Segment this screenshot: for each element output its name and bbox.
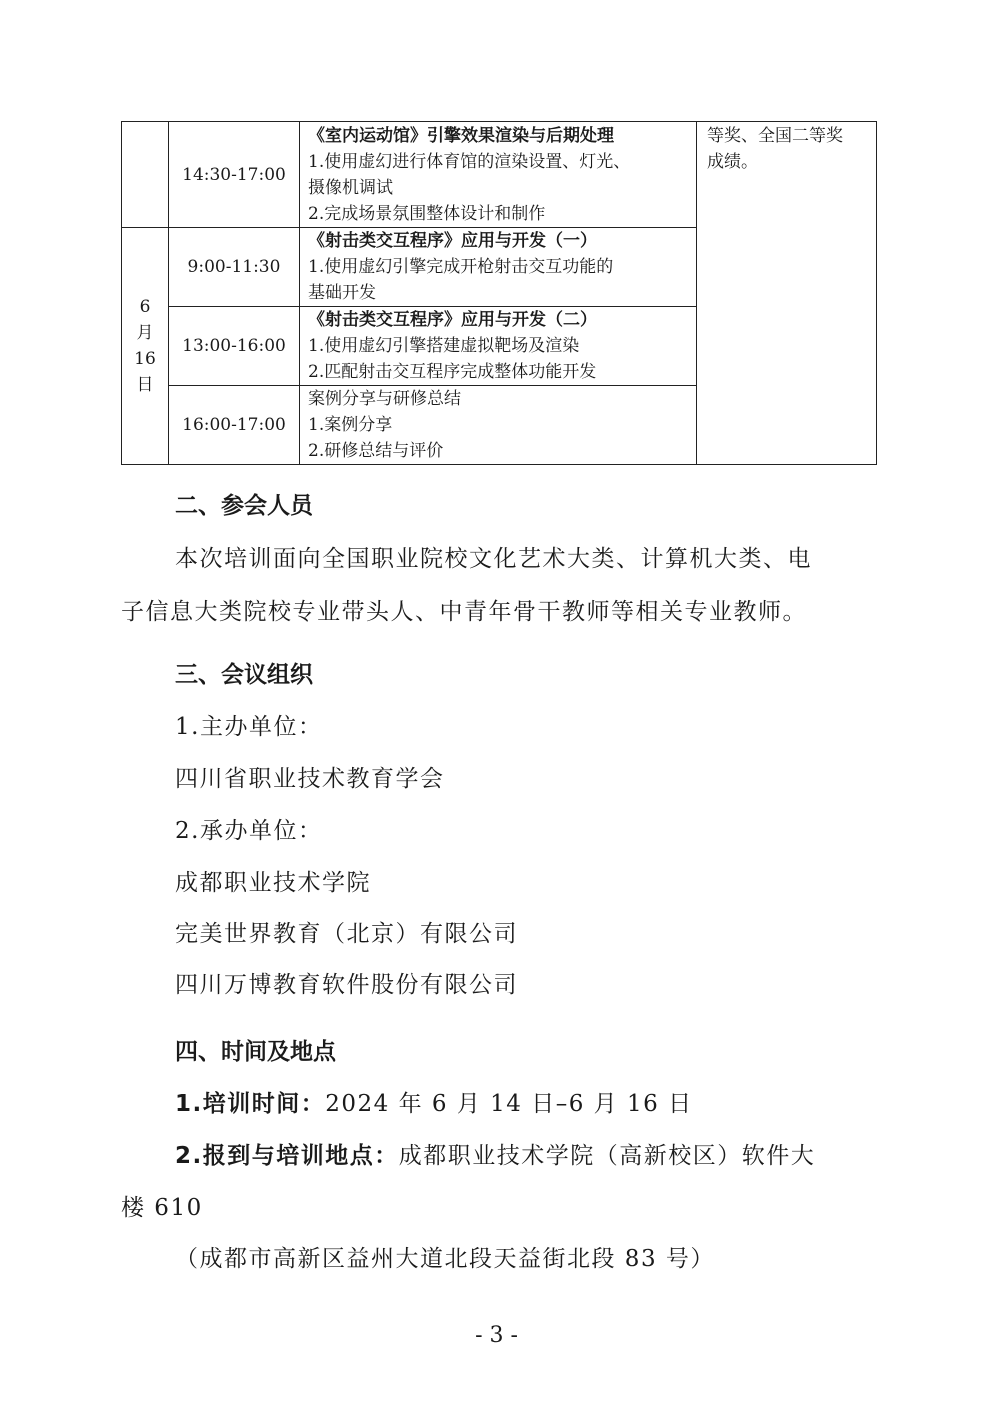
session-line: 2.完成场景氛围整体设计和制作: [308, 203, 546, 224]
time-cell: 16:00-17:00: [169, 386, 300, 465]
organizer-name: 成都职业技术学院: [175, 870, 371, 896]
session-title: 案例分享与研修总结: [308, 389, 461, 409]
session-line: 摄像机调试: [308, 177, 393, 198]
time-cell: 13:00-16:00: [169, 307, 300, 386]
organizer-name: 四川万博教育软件股份有限公司: [175, 972, 518, 998]
session-line: 基础开发: [308, 283, 376, 303]
page-number: - 3 -: [475, 1323, 518, 1348]
date-cell-empty: [122, 122, 169, 228]
note-line: 等奖、全国二等奖: [707, 126, 843, 146]
host-name: 四川省职业技术教育学会: [175, 766, 445, 792]
training-place: [175, 1137, 815, 1170]
training-place-continued: 楼 610: [121, 1195, 203, 1221]
content-cell: [300, 228, 697, 307]
training-time-value: 2024 年 6 月 14 日–6 月 16 日: [325, 1091, 693, 1117]
date-part: 6: [139, 297, 151, 317]
session-line: 2.研修总结与评价: [308, 441, 444, 461]
time-cell: 9:00-11:30: [169, 228, 300, 307]
training-place-value: 成都职业技术学院（高新校区）软件大: [398, 1143, 816, 1169]
host-label: 1.主办单位：: [175, 714, 323, 740]
section-heading-attendees: 二、参会人员: [175, 493, 313, 519]
organizer-label: 2.承办单位：: [175, 818, 323, 844]
table-row: [122, 122, 877, 228]
note-cell: [697, 122, 877, 465]
note-line: 成绩。: [707, 152, 758, 172]
training-time: [175, 1085, 693, 1118]
date-part: 16: [134, 349, 156, 369]
training-place-label: 2.报到与培训地点：: [175, 1143, 399, 1169]
training-time-label: 1.培训时间：: [175, 1091, 326, 1117]
session-line: 1.使用虚幻引擎搭建虚拟靶场及渲染: [308, 336, 580, 356]
attendees-paragraph-line: 子信息大类院校专业带头人、中青年骨干教师等相关专业教师。: [121, 599, 807, 625]
session-line: 2.匹配射击交互程序完成整体功能开发: [308, 362, 597, 382]
organizer-name: 完美世界教育（北京）有限公司: [175, 921, 518, 947]
session-title: 《射击类交互程序》应用与开发（一）: [308, 231, 597, 251]
content-cell: [300, 386, 697, 465]
section-heading-time-place: 四、时间及地点: [175, 1039, 336, 1065]
content-cell: [300, 122, 697, 228]
session-line: 1.案例分享: [308, 415, 393, 435]
schedule-table: [121, 121, 877, 465]
attendees-paragraph-line: 本次培训面向全国职业院校文化艺术大类、计算机大类、电: [175, 546, 812, 572]
time-cell: 14:30-17:00: [169, 122, 300, 228]
date-part: 日: [136, 375, 154, 395]
section-heading-organization: 三、会议组织: [175, 662, 313, 688]
session-title: 《射击类交互程序》应用与开发（二）: [308, 310, 597, 330]
session-line: 1.使用虚幻引擎完成开枪射击交互功能的: [308, 257, 614, 277]
content-cell: [300, 307, 697, 386]
session-title: 《室内运动馆》引擎效果渲染与后期处理: [308, 125, 614, 146]
date-part: 月: [136, 323, 154, 343]
session-line: 1.使用虚幻进行体育馆的渲染设置、灯光、: [308, 151, 631, 172]
date-cell: [122, 228, 169, 465]
training-address: （成都市高新区益州大道北段天益街北段 83 号）: [175, 1246, 715, 1272]
